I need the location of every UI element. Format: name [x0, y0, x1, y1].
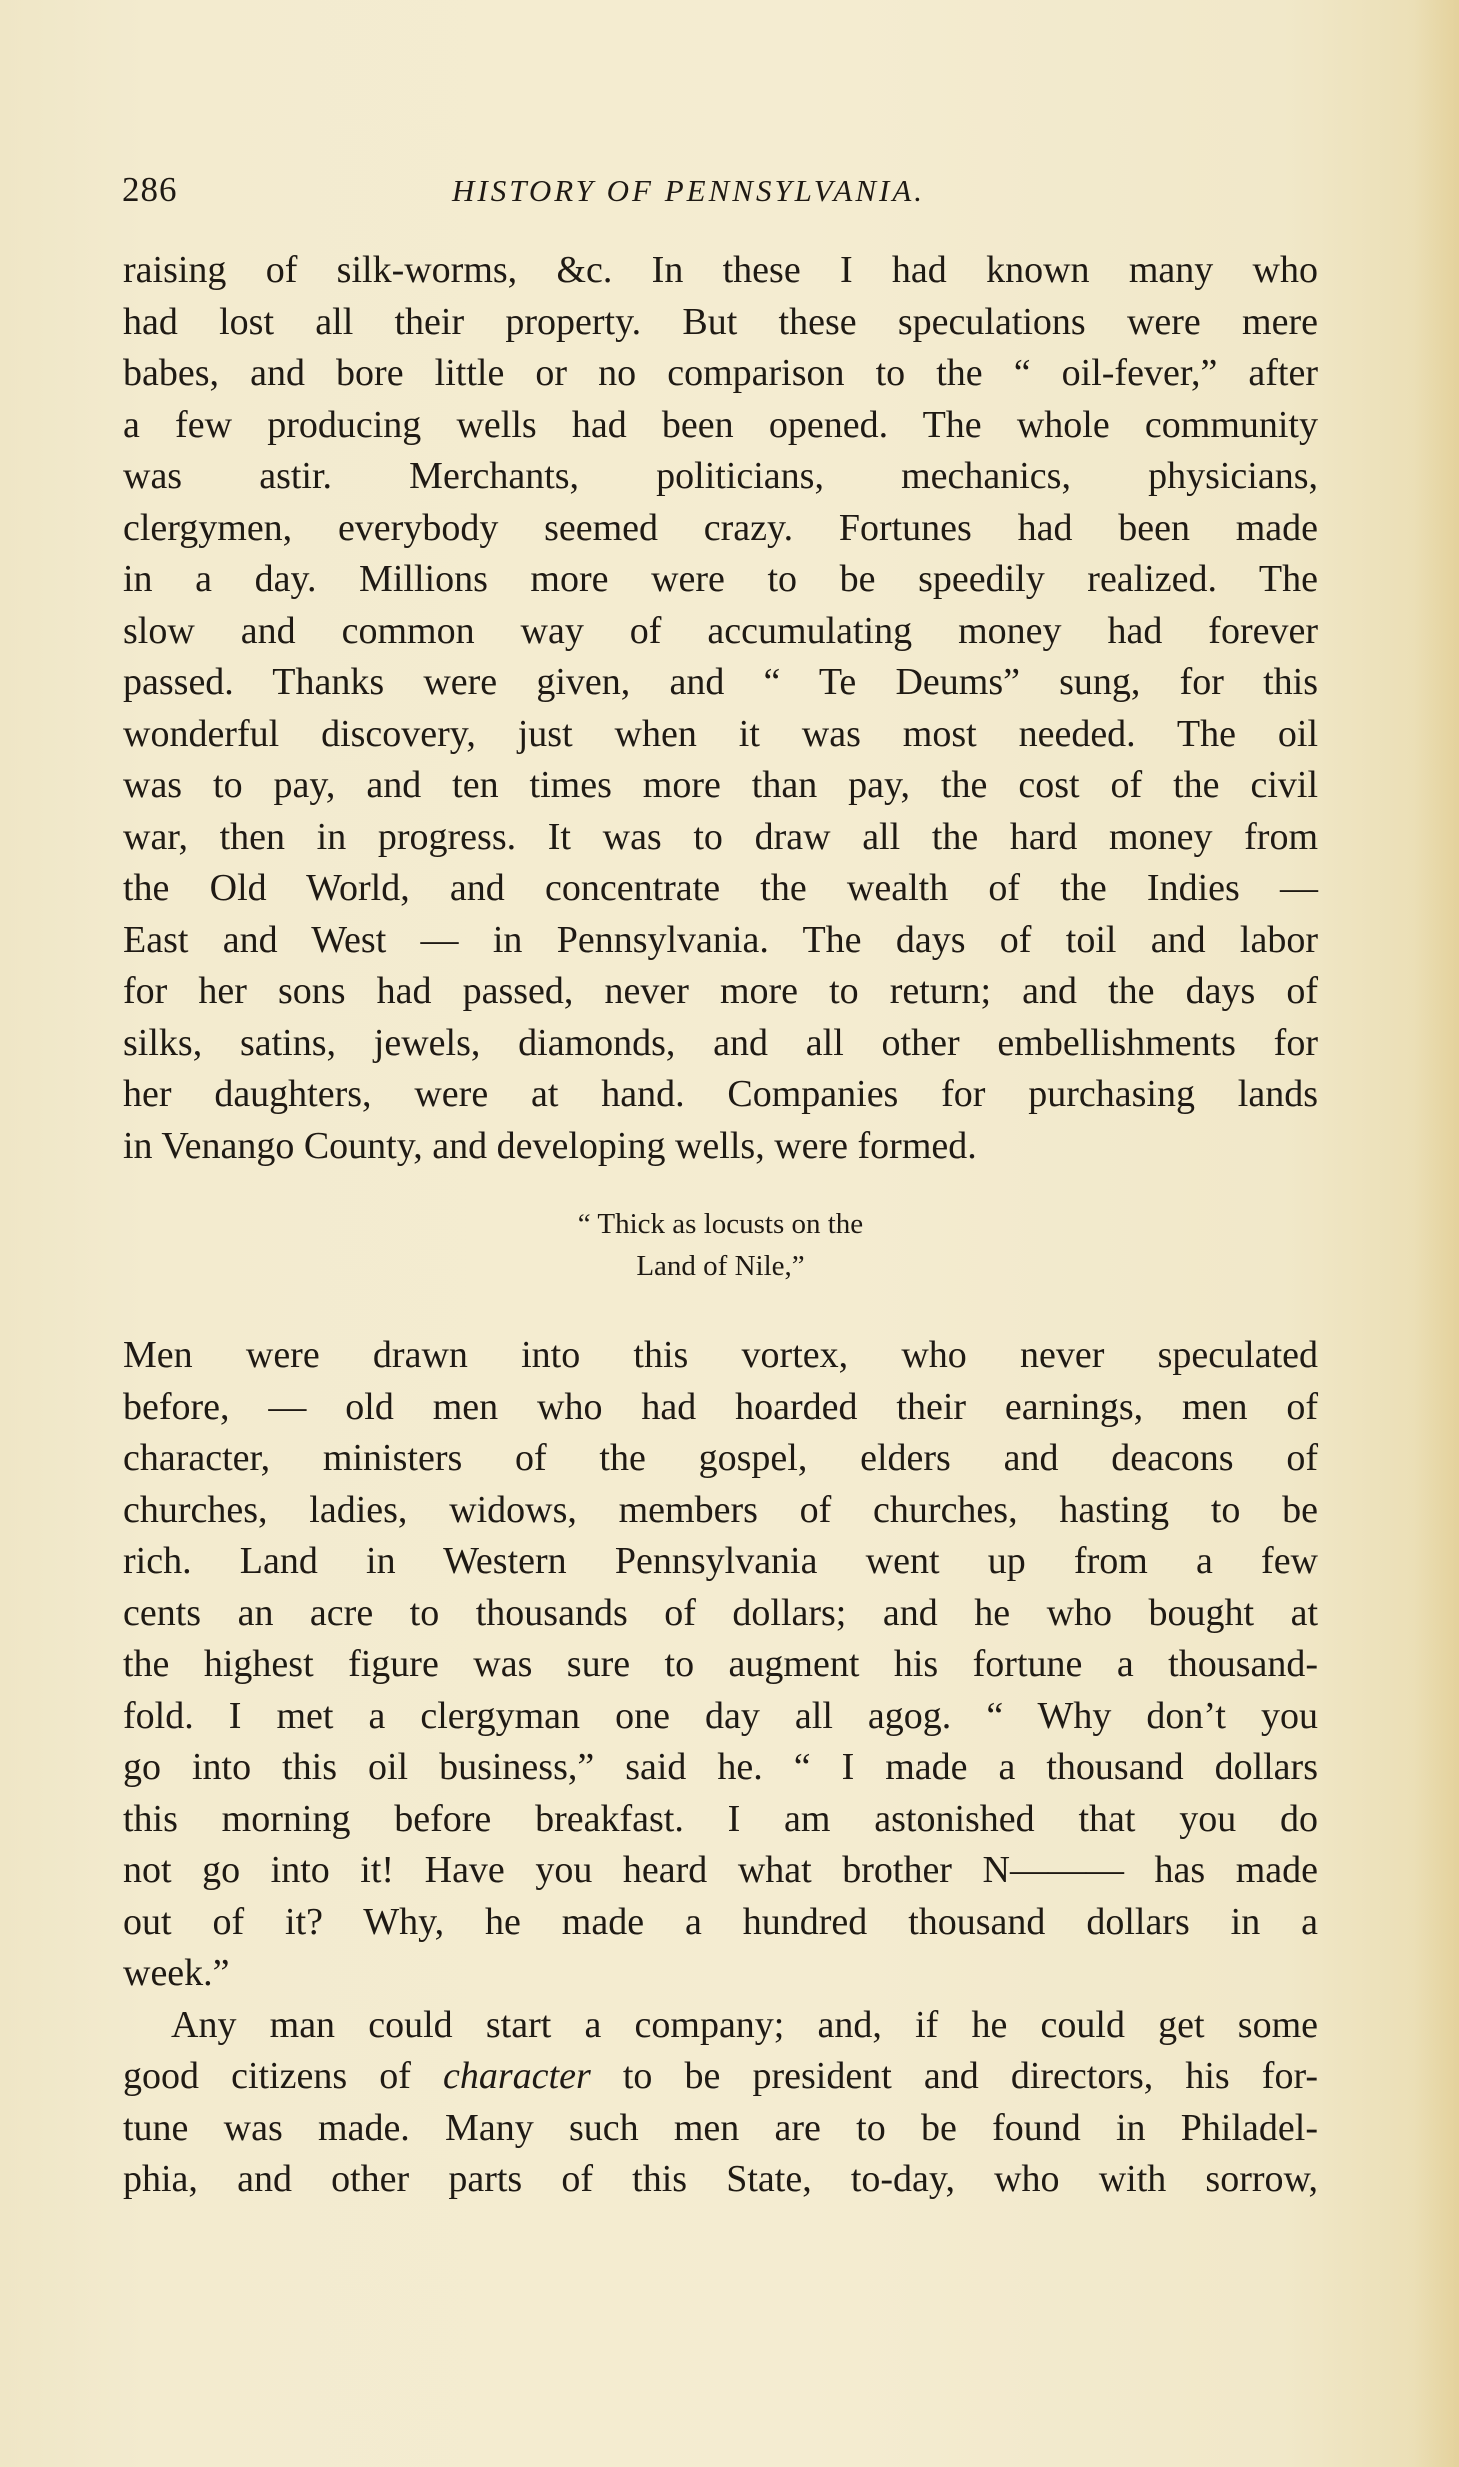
text-line: Any man could start a company; and, if he could get some [171, 2003, 1318, 2046]
text-line: character, ministers of the gospel, elders and deacons of [123, 1437, 1318, 1479]
text-line: clergymen, everybody seemed crazy. Fortunes had been made [123, 506, 1318, 549]
text-line: the highest figure was sure to augment his fortune a thousand- [123, 1643, 1318, 1685]
text-line: in Venango County, and developing wells, were formed. [123, 1124, 977, 1167]
running-title: HISTORY OF PENNSYLVANIA. [452, 173, 926, 208]
quote-line: “ Thick as locusts on the [577, 1208, 864, 1240]
text-line: raising of silk-worms, &c. In these I had known many who [123, 249, 1318, 291]
text-line-with-italic [123, 2051, 1318, 2103]
text-line: phia, and other parts of this State, to-day, who with sorrow, [123, 2158, 1318, 2200]
text-line: silks, satins, jewels, diamonds, and all other embellishments for [123, 1021, 1318, 1064]
text-line: the Old World, and concentrate the wealth of the Indies — [123, 867, 1318, 909]
text-line: churches, ladies, widows, members of churches, hasting to be [123, 1488, 1318, 1531]
text-line: week.” [123, 1952, 230, 1994]
page-number: 286 [122, 170, 178, 209]
text-line: go into this oil business,” said he. “ I made a thousand dollars [123, 1746, 1318, 1788]
text-fragment: to be president and directors, his for- [590, 2055, 1319, 2097]
text-line: tune was made. Many such men are to be found in Philadel- [123, 2106, 1318, 2149]
text-line: rich. Land in Western Pennsylvania went up from a few [123, 1540, 1318, 1582]
page-header [122, 170, 1322, 220]
paragraph-oil-fever [123, 245, 1318, 1172]
text-line: wonderful discovery, just when it was most needed. The oil [123, 712, 1318, 755]
text-line: slow and common way of accumulating money had forever [123, 609, 1318, 652]
text-line: babes, and bore little or no comparison to the “ oil-fever,” after [123, 352, 1318, 394]
text-line: Men were drawn into this vortex, who never speculated [123, 1334, 1318, 1376]
quote-line: Land of Nile,” [636, 1250, 805, 1282]
text-fragment: good citizens of [123, 2055, 444, 2097]
text-line: cents an acre to thousands of dollars; and he who bought at [123, 1591, 1318, 1634]
text-line: had lost all their property. But these speculations were mere [123, 300, 1318, 343]
paragraph-vortex [123, 1330, 1318, 2206]
text-line: East and West — in Pennsylvania. The days of toil and labor [123, 918, 1318, 961]
text-line: in a day. Millions more were to be speedily realized. The [123, 558, 1318, 600]
text-line: war, then in progress. It was to draw all the hard money from [123, 815, 1318, 858]
page-edge-stain [1414, 0, 1459, 2467]
text-line: not go into it! Have you heard what brother N——— has made [123, 1849, 1318, 1891]
text-line: her daughters, were at hand. Companies for purchasing lands [123, 1073, 1318, 1115]
text-line: was to pay, and ten times more than pay, the cost of the civil [123, 764, 1318, 806]
text-line: before, — old men who had hoarded their earnings, men of [123, 1385, 1318, 1428]
text-line: fold. I met a clergyman one day all agog. “ Why don’t you [123, 1694, 1318, 1737]
text-line: out of it? Why, he made a hundred thousand dollars in a [123, 1900, 1318, 1943]
italic-word: character [443, 2055, 591, 2097]
text-line: this morning before breakfast. I am astonished that you do [123, 1797, 1318, 1840]
text-line: passed. Thanks were given, and “ Te Deums” sung, for this [123, 661, 1318, 703]
text-line: was astir. Merchants, politicians, mechanics, physicians, [123, 455, 1318, 497]
text-line: for her sons had passed, never more to return; and the days of [123, 970, 1318, 1012]
block-quote [123, 1203, 1318, 1287]
text-line: a few producing wells had been opened. The whole community [123, 403, 1318, 446]
